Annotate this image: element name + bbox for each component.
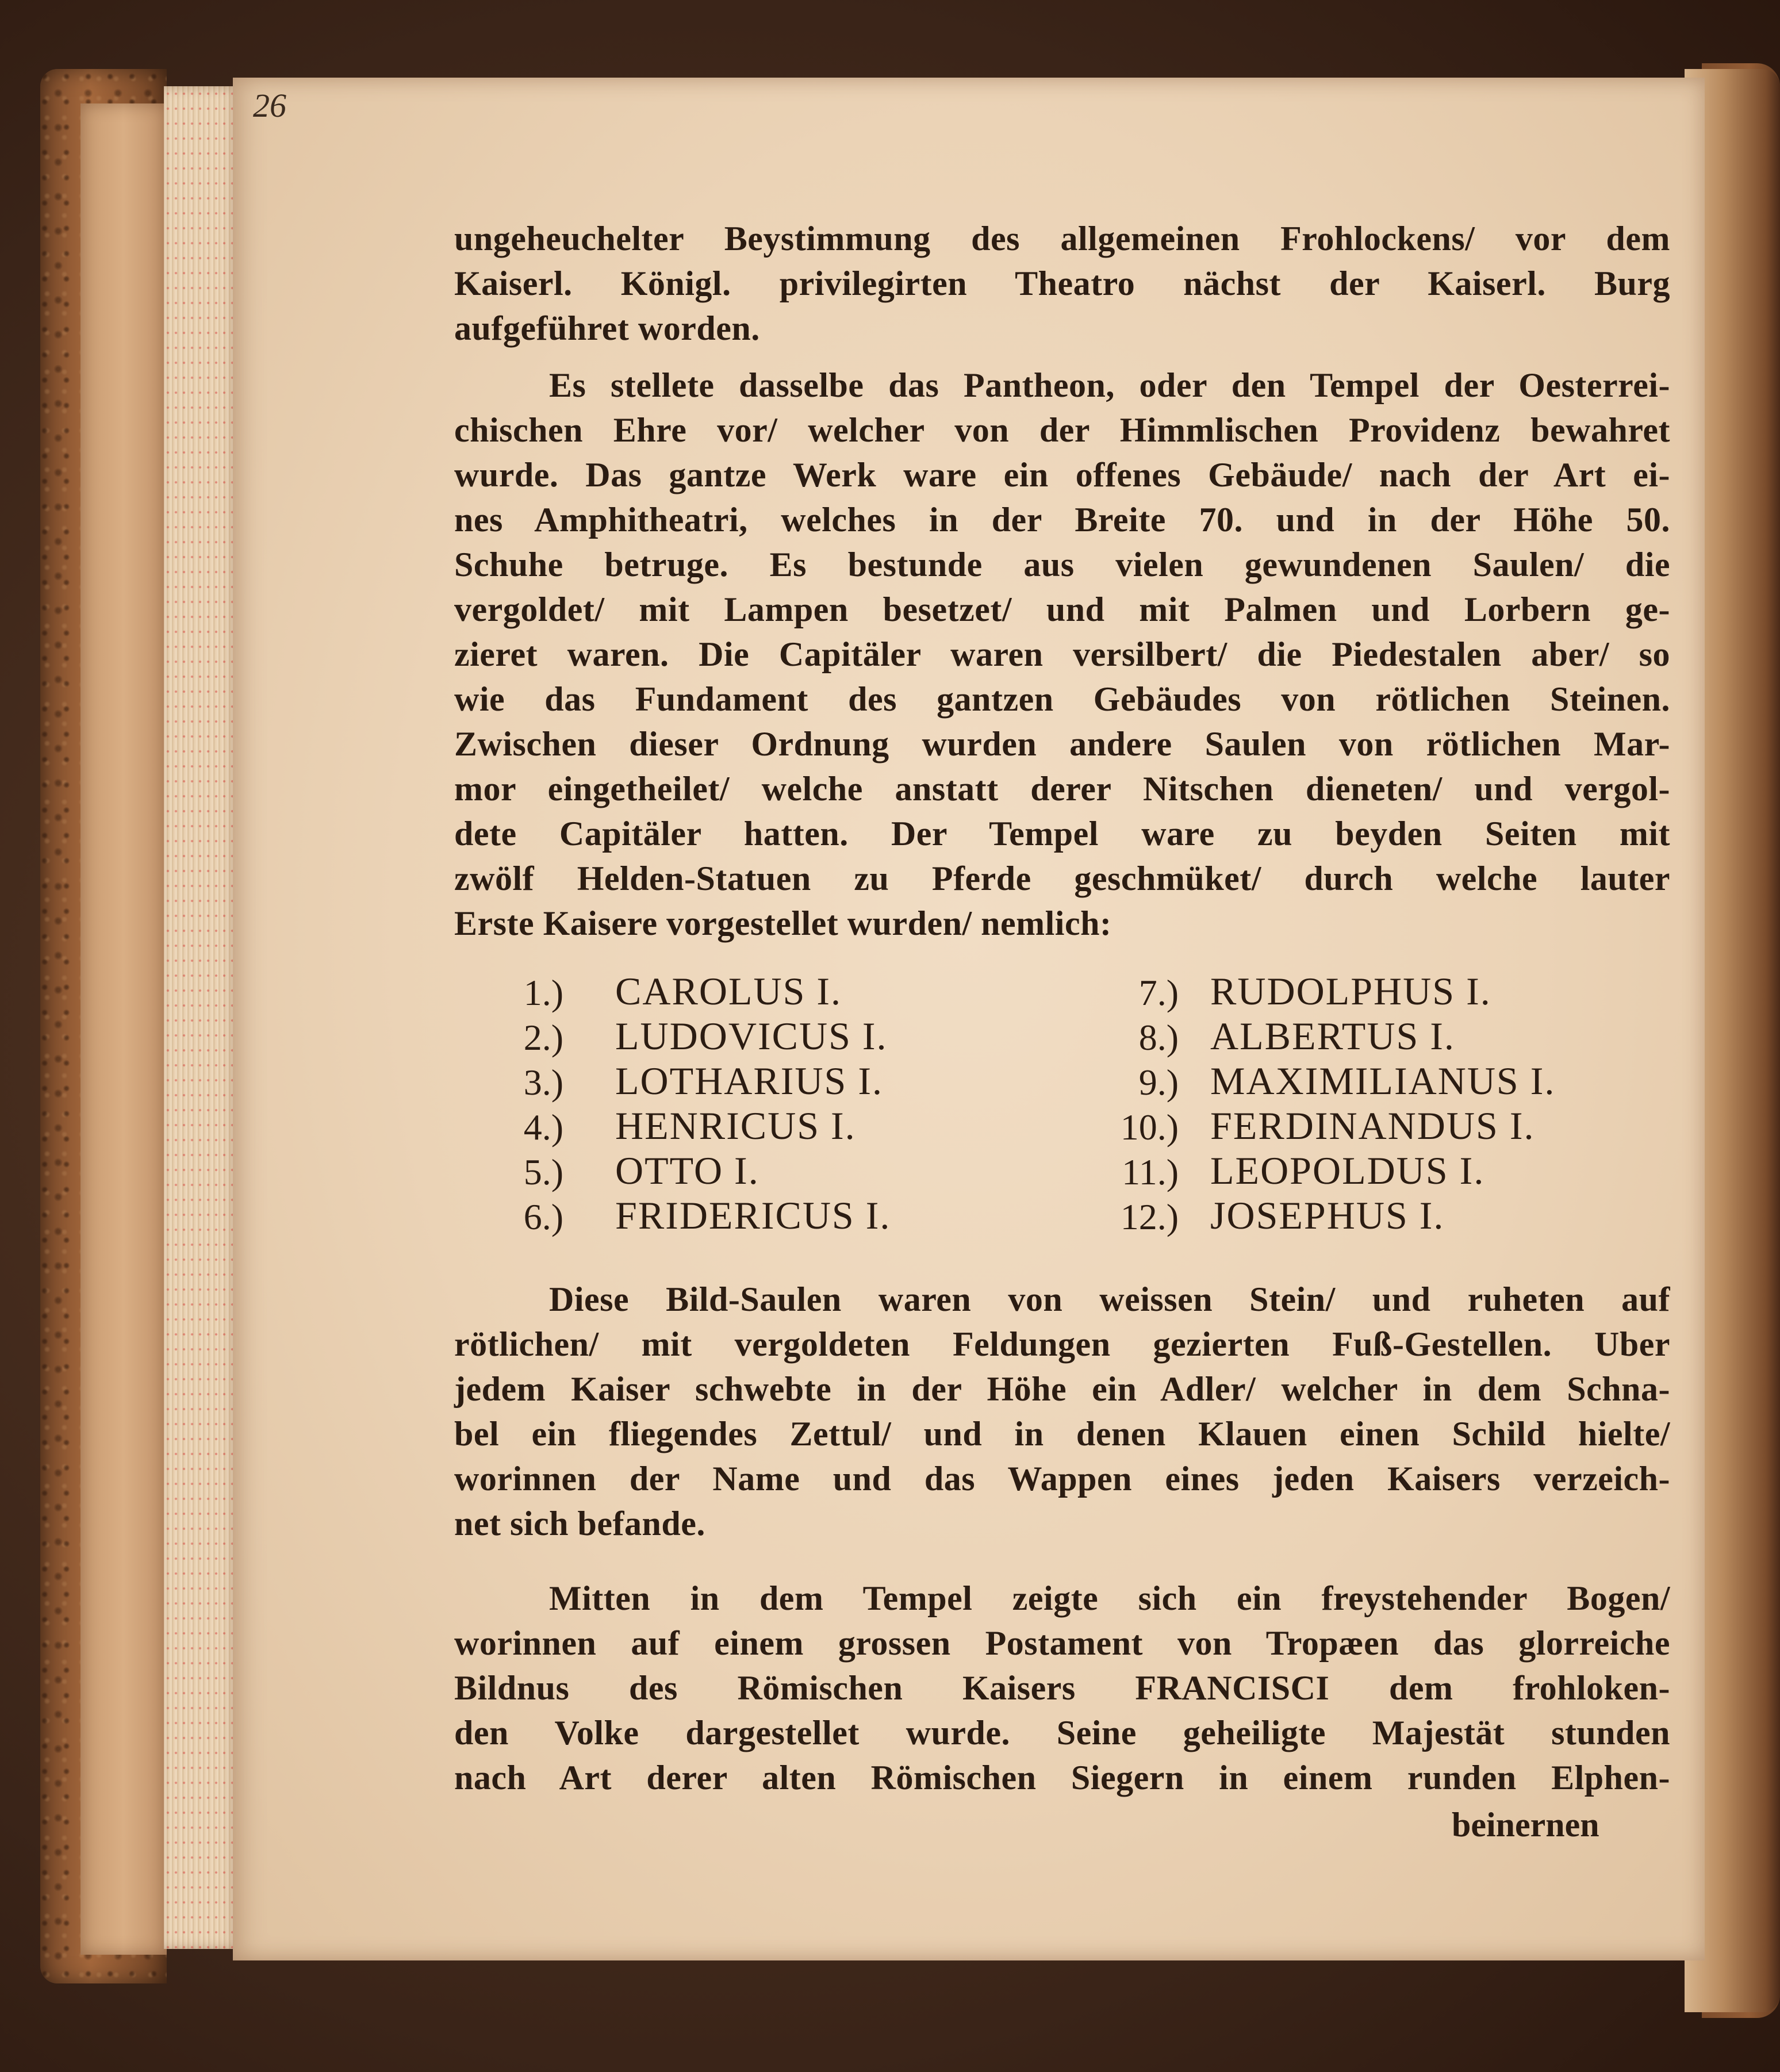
list-number: 6.) <box>523 1196 563 1237</box>
paragraph-line: dete Capitäler hatten. Der Tempel ware zu beyden Seiten mit <box>454 815 1670 853</box>
paragraph-line: den Volke dargestellet wurde. Seine geheiligte Majestät stunden <box>454 1714 1670 1752</box>
paragraph-line: zwölf Helden-Statuen zu Pferde geschmüket/ durch welche lauter <box>454 860 1670 897</box>
list-number: 3.) <box>523 1062 563 1103</box>
paragraph-line: worinnen der Name und das Wappen eines jeden Kaisers verzeich- <box>454 1460 1670 1498</box>
paragraph-line: Es stellete dasselbe das Pantheon, oder den Tempel der Oesterrei- <box>549 366 1670 404</box>
emperor-name: HENRICUS I. <box>615 1104 856 1148</box>
inner-board <box>80 103 167 1955</box>
paragraph-line: Erste Kaisere vorgestellet wurden/ nemlich: <box>454 904 1112 942</box>
paragraph-line: worinnen auf einem grossen Postament von Tropæen das glorreiche <box>454 1624 1670 1662</box>
emperor-name: OTTO I. <box>615 1149 759 1192</box>
list-number: 10.) <box>1120 1107 1179 1148</box>
paragraph-line: Mitten in dem Tempel zeigte sich ein freystehender Bogen/ <box>549 1579 1670 1617</box>
emperor-name: ALBERTUS I. <box>1210 1014 1455 1058</box>
emperor-name: RUDOLPHUS I. <box>1210 969 1491 1013</box>
list-number: 7.) <box>1138 972 1179 1013</box>
paragraph-line: Schuhe betruge. Es bestunde aus vielen gewundenen Saulen/ die <box>454 546 1670 584</box>
emperor-name: FERDINANDUS I. <box>1210 1104 1535 1148</box>
paragraph-line: nes Amphitheatri, welches in der Breite 70. und in der Höhe 50. <box>454 501 1670 539</box>
paragraph-line: chischen Ehre vor/ welcher von der Himmlischen Providenz bewahret <box>454 411 1670 449</box>
emperor-name: LUDOVICUS I. <box>615 1014 888 1058</box>
paragraph-line: Bildnus des Römischen Kaisers FRANCISCI dem frohloken- <box>454 1669 1670 1707</box>
page-number: 26 <box>253 87 286 124</box>
emperor-name: LOTHARIUS I. <box>615 1059 883 1103</box>
paragraph-line: aufgeführet worden. <box>454 309 760 347</box>
list-number: 5.) <box>523 1152 563 1192</box>
catchword: beinernen <box>1452 1806 1599 1844</box>
paragraph-line: rötlichen/ mit vergoldeten Feldungen gezierten Fuß-Gestellen. Uber <box>454 1325 1670 1363</box>
emperor-name: FRIDERICUS I. <box>615 1194 891 1237</box>
paragraph-line: ungeheuchelter Beystimmung des allgemeinen Frohlockens/ vor dem <box>454 220 1670 258</box>
list-number: 2.) <box>523 1017 563 1058</box>
emperor-name: JOSEPHUS I. <box>1210 1194 1445 1237</box>
emperor-name: CAROLUS I. <box>615 969 842 1013</box>
paragraph-line: Diese Bild-Saulen waren von weissen Stein/ und ruheten auf <box>549 1280 1670 1318</box>
page-edges <box>164 86 239 1949</box>
emperor-name: LEOPOLDUS I. <box>1210 1149 1485 1192</box>
paragraph-line: bel ein fliegendes Zettul/ und in denen Klauen einen Schild hielte/ <box>454 1415 1670 1453</box>
paragraph-line: wurde. Das gantze Werk ware ein offenes Gebäude/ nach der Art ei- <box>454 456 1670 494</box>
paragraph-line: mor eingetheilet/ welche anstatt derer Nitschen dieneten/ und vergol- <box>454 770 1670 808</box>
paragraph-line: Kaiserl. Königl. privilegirten Theatro nächst der Kaiserl. Burg <box>454 264 1670 302</box>
paragraph-line: vergoldet/ mit Lampen besetzet/ und mit Palmen und Lorbern ge- <box>454 590 1670 628</box>
emperor-name: MAXIMILIANUS I. <box>1210 1059 1556 1103</box>
paragraph-line: jedem Kaiser schwebte in der Höhe ein Adler/ welcher in dem Schna- <box>454 1370 1670 1408</box>
list-number: 9.) <box>1138 1062 1179 1103</box>
list-number: 4.) <box>523 1107 563 1148</box>
list-number: 12.) <box>1120 1196 1179 1237</box>
paragraph-line: Zwischen dieser Ordnung wurden andere Saulen von rötlichen Mar- <box>454 725 1670 763</box>
paragraph-line: nach Art derer alten Römischen Siegern in einem runden Elphen- <box>454 1759 1670 1797</box>
list-number: 11.) <box>1122 1152 1179 1192</box>
list-number: 8.) <box>1138 1017 1179 1058</box>
paragraph-line: wie das Fundament des gantzen Gebäudes von rötlichen Steinen. <box>454 680 1670 718</box>
paragraph-line: zieret waren. Die Capitäler waren versilbert/ die Piedestalen aber/ so <box>454 635 1670 673</box>
list-number: 1.) <box>523 972 563 1013</box>
paragraph-line: net sich befande. <box>454 1505 705 1543</box>
